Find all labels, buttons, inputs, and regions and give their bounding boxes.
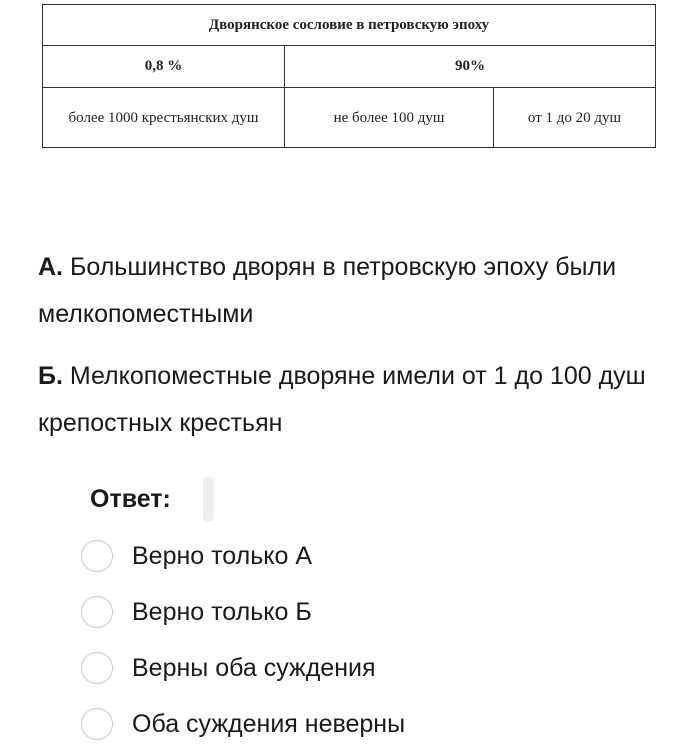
share-large-estates: 0,8 % [43,46,285,88]
option-only-a[interactable] [81,528,405,584]
share-small-estates: 90% [285,46,656,88]
option-only-b[interactable] [81,584,405,640]
nobility-table [42,4,656,148]
option-label: Верны оба суждения [132,653,376,682]
radio-icon[interactable] [81,540,113,572]
nobility-table-container [42,4,656,148]
detail-large-estates: более 1000 крестьянских душ [43,88,285,148]
statement-a-text: Большинство дворян в петровскую эпоху были мелкопоместными [38,253,617,328]
answer-input[interactable] [203,476,214,522]
option-both-false[interactable] [81,696,405,752]
statement-b-letter: Б. [38,362,63,390]
table-detail-row [43,88,656,148]
statement-b-text: Мелкопоместные дворяне имели от 1 до 100 душ крепостных крестьян [38,362,646,437]
statements [38,244,668,462]
option-both-true[interactable] [81,640,405,696]
radio-icon[interactable] [81,596,113,628]
table-title: Дворянское сословие в петровскую эпоху [43,5,656,46]
table-title-row [43,5,656,46]
detail-1-to-20: от 1 до 20 душ [494,88,656,148]
detail-under-100: не более 100 душ [285,88,494,148]
statement-a-letter: А. [38,253,63,281]
radio-icon[interactable] [81,708,113,740]
statement-b [38,353,668,447]
option-label: Верно только А [132,541,313,570]
radio-icon[interactable] [81,652,113,684]
answer-row [90,474,214,524]
answer-options [81,528,405,752]
answer-label: Ответ: [90,484,171,513]
statement-a [38,244,668,338]
option-label: Верно только Б [132,597,312,626]
table-share-row [43,46,656,88]
option-label: Оба суждения неверны [132,709,406,738]
